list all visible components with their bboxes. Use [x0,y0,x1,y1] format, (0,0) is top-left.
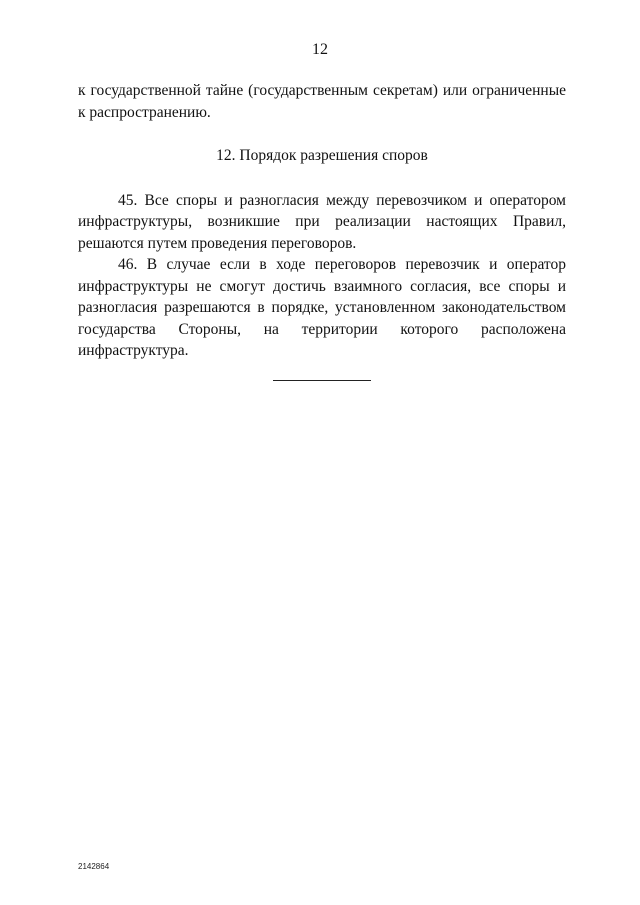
paragraph-46: 46. В случае если в ходе переговоров перевозчик и оператор инфраструктуры не смогут достичь взаимного согласия, все споры и разногласия разрешаются в порядке, установленном законодательством государства Стороны, на территории которого расположена инфраструктура. [78,256,566,359]
document-body [78,80,566,362]
document-code: 2142864 [78,862,110,871]
paragraph-45: 45. Все споры и разногласия между перевозчиком и оператором инфраструктуры, возникшие при реализации настоящих Правил, решаются путем проведения переговоров. [78,191,566,252]
page-number: 12 [312,41,328,58]
intro-paragraph: к государственной тайне (государственным секретам) или ограниченные к распространению. [78,82,566,121]
end-of-text-rule [273,380,371,381]
section-heading: 12. Порядок разрешения споров [216,147,428,164]
